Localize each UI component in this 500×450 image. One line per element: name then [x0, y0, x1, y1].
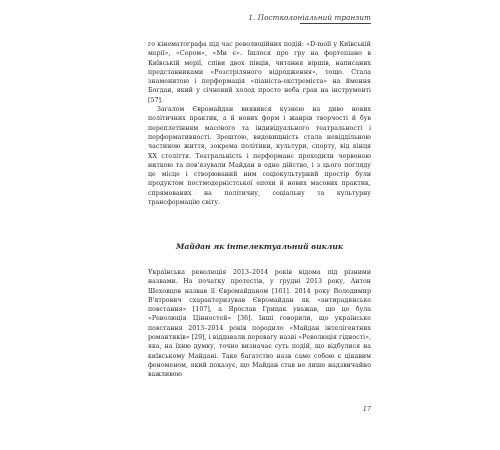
paragraph-revolution-names: Українська революція 2013–2014 років відома під різними назвами. На початку протестів, у грудні 2013 року, Антон Шеховцов назвав її Євромайданом [161]. 2014 року Володимир В'ятрович схарактеризував Євромайдан як «антирадянське повстання» [107], а Ярослав Грицак уважав, що це була «Революція Цінностей» [36]. Інші говорили, що українське повстання 2013–2014 років породило «Майдан інтелігентних романтиків» [29], і віддавали перевагу назві «Революція гідності», яка, на їхню думку, точно визначає суть подій, що відбулися на київському Майдані. Таке багатство назв саме собою є цікавим феноменом, який показує, що Майдан став не лише надзвичайно важливою	[148, 269, 371, 379]
section-heading: Майдан як інтелектуальний виклик	[175, 242, 344, 251]
page-number: 17	[362, 405, 371, 413]
running-header: 1. Постколоніальний транзит	[248, 13, 371, 22]
header-rule	[300, 23, 371, 24]
paragraph-continuation: го кінематографа під час революційних подій: «D-moll у Київській мерії», «Сором», «Ми є». Ішлося про гру на фортепіано в Київській мерії, співи двох півців, читання віршів, написаних представниками «Розстріляного відродження», тощо. Стала знаменитою і перформація «піаніста-екстреміста» на ймення Богдан, який у січневий холод просто неба грав на інструменті [57].	[148, 41, 371, 104]
body-text-bottom	[148, 268, 371, 380]
paragraph-theatricality: Загалом Євромайдан виявився кузнею на диво нових політичних практик, а й нових форм і жанрів творчості й був переплетінням масового та індивідуального театральності і перформативності. Зрештою, видовищність стала невіддільною частиною життя, зокрема політики, культури, спорту, від кінця XX століття. Театральність і перформанс проходили червоною ниткою та пов'язували Майдан в одне дійство, і з цього погляду це місце і створюваний ним соціокультурний простір були продуктом постмодерністської епохи й нових масових практик, спрямованих на політичну, соціальну та культурну трансформацію світу.	[148, 106, 371, 207]
body-text-top	[148, 40, 371, 207]
